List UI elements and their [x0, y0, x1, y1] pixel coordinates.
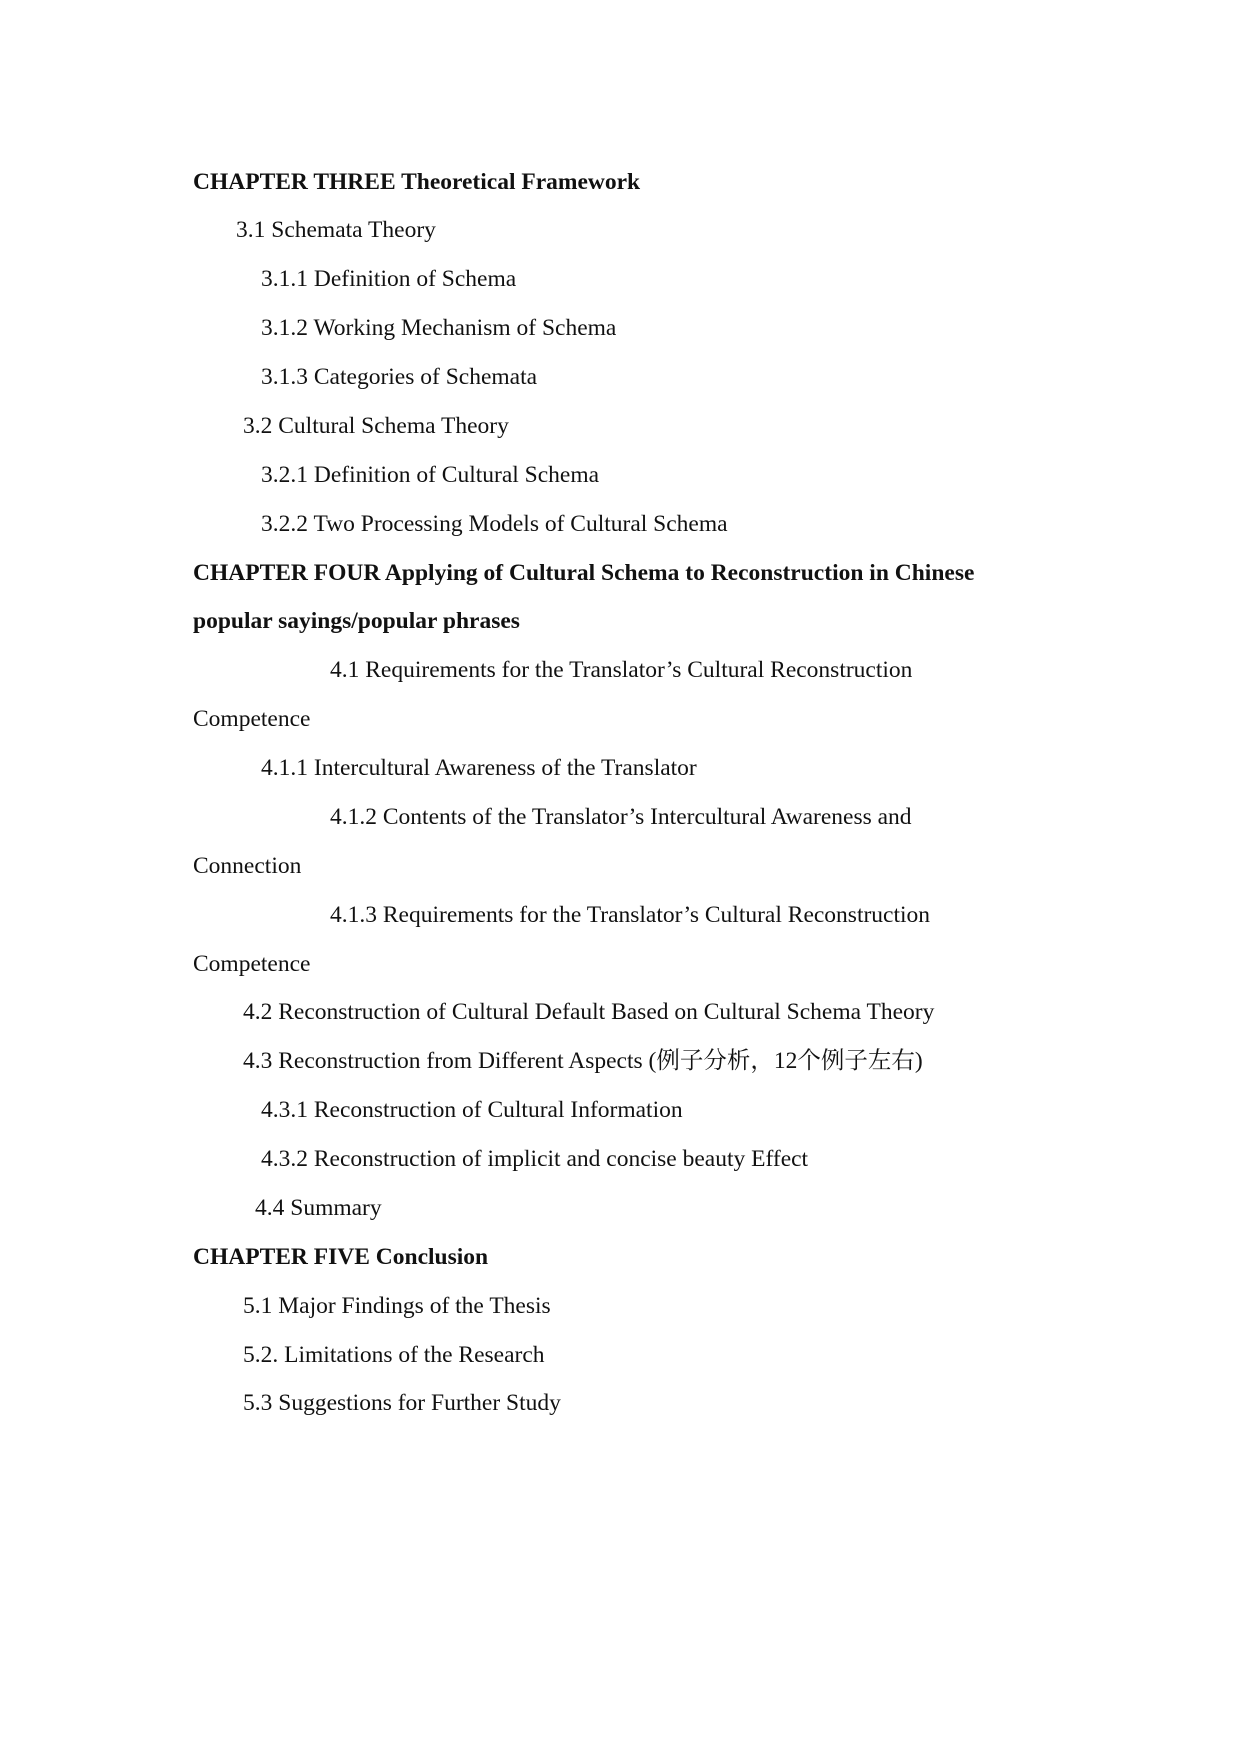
toc-entry-5-3: 5.3 Suggestions for Further Study	[243, 1390, 561, 1416]
toc-entry-3-1-2: 3.1.2 Working Mechanism of Schema	[261, 315, 617, 341]
toc-entry-4-1-2-cont: Connection	[193, 853, 302, 879]
toc-entry-4-2: 4.2 Reconstruction of Cultural Default Based on Cultural Schema Theory	[243, 999, 935, 1025]
toc-entry-4-1-3-cont: Competence	[193, 951, 311, 977]
toc-entry-4-3-1: 4.3.1 Reconstruction of Cultural Information	[261, 1097, 683, 1123]
toc-chapter-five-heading: CHAPTER FIVE Conclusion	[193, 1244, 489, 1270]
toc-entry-3-1-1: 3.1.1 Definition of Schema	[261, 266, 517, 292]
toc-chapter-three-heading: CHAPTER THREE Theoretical Framework	[193, 169, 641, 195]
toc-chapter-four-heading: CHAPTER FOUR Applying of Cultural Schema to Reconstruction in Chinese	[193, 560, 975, 586]
toc-entry-4-1-cont: Competence	[193, 706, 311, 732]
toc-entry-3-1: 3.1 Schemata Theory	[236, 217, 436, 243]
toc-entry-4-3: 4.3 Reconstruction from Different Aspects (例子分析，12个例子左右)	[243, 1048, 923, 1074]
toc-entry-4-3-2: 4.3.2 Reconstruction of implicit and concise beauty Effect	[261, 1146, 809, 1172]
toc-entry-4-1-1: 4.1.1 Intercultural Awareness of the Translator	[261, 755, 697, 781]
toc-entry-3-1-3: 3.1.3 Categories of Schemata	[261, 364, 538, 390]
toc-entry-3-2: 3.2 Cultural Schema Theory	[243, 413, 509, 439]
toc-chapter-four-heading-cont: popular sayings/popular phrases	[193, 608, 520, 634]
toc-entry-3-2-1: 3.2.1 Definition of Cultural Schema	[261, 462, 600, 488]
toc-entry-4-1-3: 4.1.3 Requirements for the Translator’s Cultural Reconstruction	[330, 902, 931, 928]
toc-entry-5-1: 5.1 Major Findings of the Thesis	[243, 1293, 551, 1319]
toc-entry-4-1-2: 4.1.2 Contents of the Translator’s Intercultural Awareness and	[330, 804, 912, 830]
toc-entry-4-4: 4.4 Summary	[255, 1195, 382, 1221]
toc-entry-3-2-2: 3.2.2 Two Processing Models of Cultural Schema	[261, 511, 728, 537]
toc-entry-4-1: 4.1 Requirements for the Translator’s Cultural Reconstruction	[330, 657, 913, 683]
toc-entry-5-2: 5.2. Limitations of the Research	[243, 1342, 545, 1368]
